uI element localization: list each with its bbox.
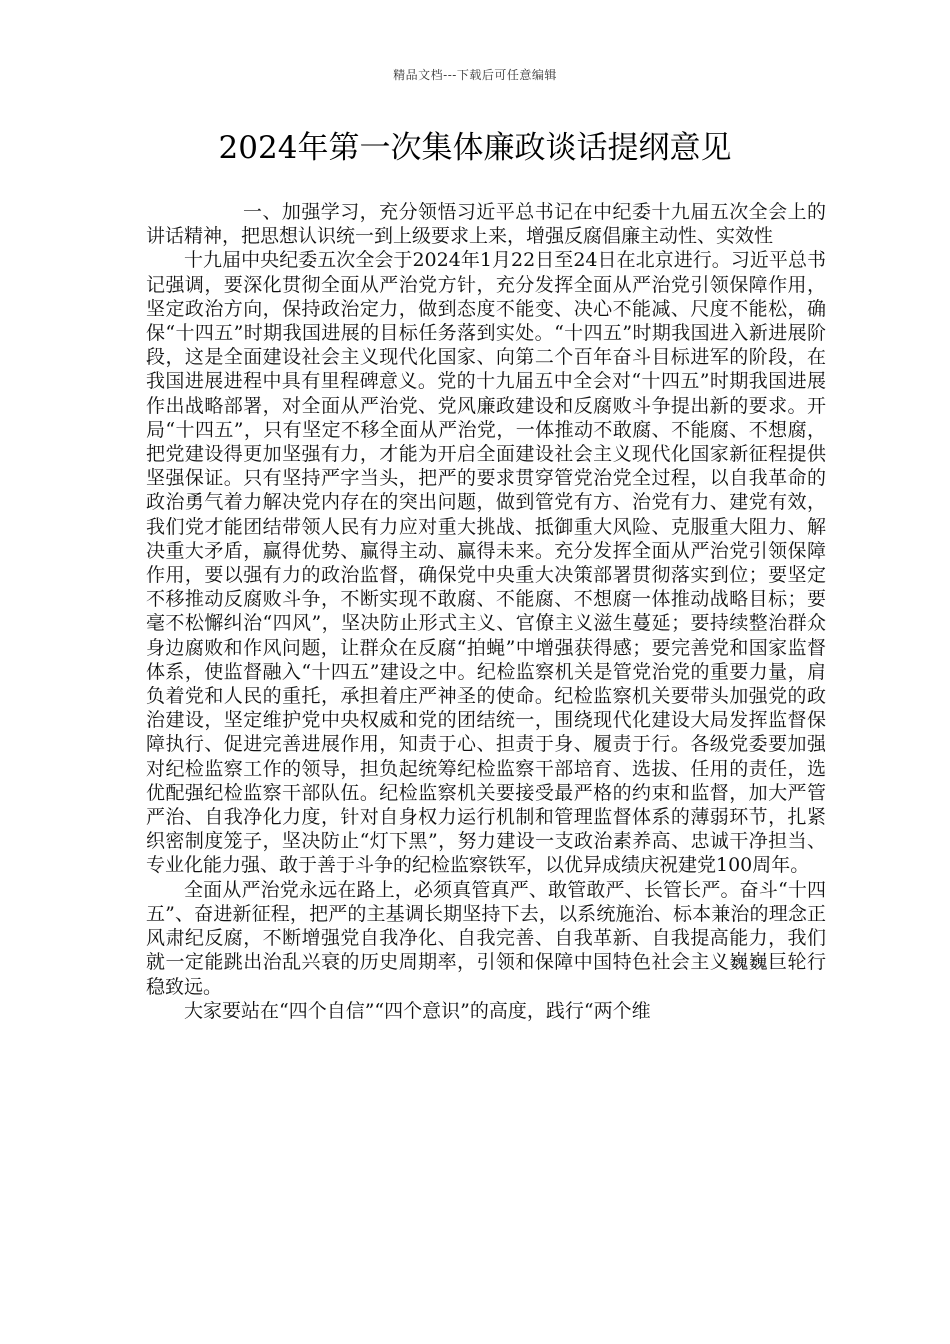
document-body [146,200,826,1023]
body-paragraph: 十九届中央纪委五次全会于2024年1月22日至24日在北京进行。习近平总书记强调，要深化贯彻全面从严治党方针，充分发挥全面从严治党引领保障作用，坚定政治方向，保持政治定力，做到态度不能变、决心不能减、尺度不能松，确保“十四五”时期我国进展的目标任务落到实处。“十四五”时期我国进入新进展阶段，这是全面建设社会主义现代化国家、向第二个百年奋斗目标进军的阶段，在我国进展进程中具有里程碑意义。党的十九届五中全会对“十四五”时期我国进展作出战略部署，对全面从严治党、党风廉政建设和反腐败斗争提出新的要求。开局“十四五”，只有坚定不移全面从严治党，一体推动不敢腐、不能腐、不想腐，把党建设得更加坚强有力，才能为开启全面建设社会主义现代化国家新征程提供坚强保证。只有坚持严字当头，把严的要求贯穿管党治党全过程，以自我革命的政治勇气着力解决党内存在的突出问题，做到管党有方、治党有力、建党有效，我们党才能团结带领人民有力应对重大挑战、抵御重大风险、克服重大阻力、解决重大矛盾，赢得优势、赢得主动、赢得未来。充分发挥全面从严治党引领保障作用，要以强有力的政治监督，确保党中央重大决策部署贯彻落实到位；要坚定不移推动反腐败斗争，不断实现不敢腐、不能腐、不想腐一体推动战略目标；要毫不松懈纠治“四风”，坚决防止形式主义、官僚主义滋生蔓延；要持续整治群众身边腐败和作风问题，让群众在反腐“拍蝇”中增强获得感；要完善党和国家监督体系，使监督融入“十四五”建设之中。纪检监察机关是管党治党的重要力量，肩负着党和人民的重托，承担着庄严神圣的使命。纪检监察机关要带头加强党的政治建设，坚定维护党中央权威和党的团结统一，围绕现代化建设大局发挥监督保障执行、促进完善进展作用，知责于心、担责于身、履责于行。各级党委要加强对纪检监察工作的领导，担负起统筹纪检监察干部培育、选拔、任用的责任，选优配强纪检监察干部队伍。纪检监察机关要接受最严格的约束和监督，加大严管严治、自我净化力度，针对自身权力运行机制和管理监督体系的薄弱环节，扎紧织密制度笼子，坚决防止“灯下黑”，努力建设一支政治素养高、忠诚干净担当、专业化能力强、敢于善于斗争的纪检监察铁军，以优异成绩庆祝建党100周年。 [146,249,826,877]
body-paragraph: 全面从严治党永远在路上，必须真管真严、敢管敢严、长管长严。奋斗“十四五”、奋进新征程，把严的主基调长期坚持下去，以系统施治、标本兼治的理念正风肃纪反腐，不断增强党自我净化、自我完善、自我革新、自我提高能力，我们就一定能跳出治乱兴衰的历史周期率，引领和保障中国特色社会主义巍巍巨轮行稳致远。 [146,878,826,998]
section-heading: 一、加强学习，充分领悟习近平总书记在中纪委十九届五次全会上的讲话精神，把思想认识统一到上级要求上来，增强反腐倡廉主动性、实效性 [146,201,826,248]
document-title: 2024年第一次集体廉政谈话提纲意见 [218,130,732,166]
header-note: 精品文档---下载后可任意编辑 [393,68,557,82]
body-paragraph: 大家要站在“四个自信”“四个意识”的高度，践行“两个维 [184,999,651,1022]
